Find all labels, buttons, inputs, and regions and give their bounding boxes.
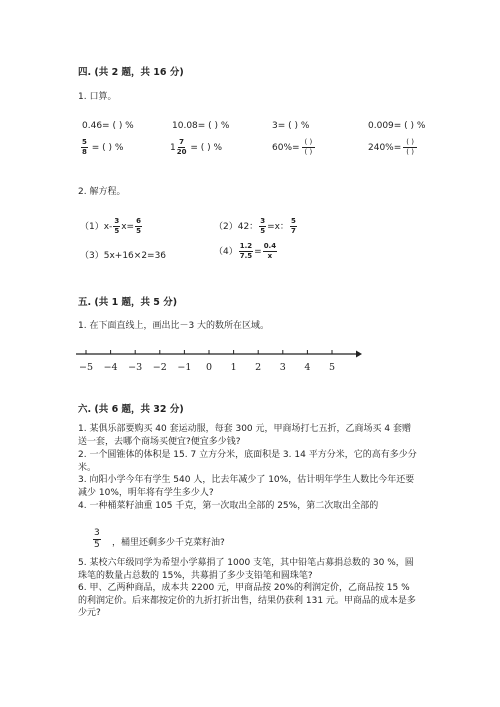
equation-3: （3）5x+16×2=36 bbox=[80, 251, 167, 261]
problem-3: 3. 向阳小学今年有学生 540 人，比去年减少了 10%，估计明年学生人数比今年还要减少 10%，明年将有学生多少人? bbox=[78, 475, 415, 498]
number-line-tick-label: −5 bbox=[78, 362, 94, 373]
calc-item-6: 1 $\frac{7}{20}$ = ( ) % bbox=[170, 138, 223, 156]
calc-item-2: 10.08= ( ) % bbox=[172, 121, 230, 131]
question-1-text: 1. 在下面直线上，画出比－3 大的数所在区域。 bbox=[78, 321, 270, 331]
number-line-tick-label: 5 bbox=[328, 362, 336, 373]
fraction: $\frac{5}{8}$ bbox=[82, 138, 87, 156]
calc-item-8: 240%= ( ) ( ) bbox=[368, 139, 417, 156]
calc-item-7: 60%= ( ) ( ) bbox=[272, 139, 315, 156]
number-line-tick-label: 4 bbox=[304, 362, 311, 373]
calc-item-3: 3= ( ) % bbox=[272, 121, 310, 131]
arrow-right-icon bbox=[356, 351, 362, 358]
section-6-title: 六. (共 6 题，共 32 分) bbox=[78, 404, 184, 415]
fraction: ( ) ( ) bbox=[302, 139, 316, 156]
calc-item-1: 0.46= ( ) % bbox=[82, 121, 134, 131]
question-2-label: 2. 解方程。 bbox=[78, 187, 126, 197]
fraction: ( ) ( ) bbox=[403, 139, 417, 156]
equation-2: （2）42： $\frac{3}{5}$ =x： $\frac{5}{7}$ bbox=[214, 217, 296, 235]
number-line-tick-label: 0 bbox=[205, 362, 213, 373]
section-4-title: 四. (共 2 题，共 16 分) bbox=[78, 67, 184, 78]
number-line-tick-label: 3 bbox=[279, 362, 286, 373]
problem-5: 5. 某校六年级同学为希望小学募捐了 1000 支笔，其中铅笔占募捐总数的 30 %，圆珠笔的数量占总数的 15%，共募捐了多少支铅笔和圆珠笔? bbox=[78, 558, 414, 581]
number-line-tick-label: 1 bbox=[230, 362, 237, 373]
number-line-tick-label: −3 bbox=[128, 362, 143, 373]
number-line-tick-label: −2 bbox=[152, 362, 167, 373]
problem-6: 6. 甲、乙两种商品，成本共 2200 元，甲商品按 20%的利润定价，乙商品按 15 %的利润定价。后来都按定价的九折打折出售，结果仍获利 131 元。甲商品的成本是多少元? bbox=[78, 583, 416, 618]
problem-4-cont: ，桶里还剩多少千克菜籽油? bbox=[112, 538, 225, 548]
number-line-tick-label: −1 bbox=[177, 362, 192, 373]
number-line-tick-label: −4 bbox=[103, 362, 118, 373]
question-1-label: 1. 口算。 bbox=[78, 92, 117, 102]
problem-1: 1. 某俱乐部要购买 40 套运动服，每套 300 元，甲商场打七五折，乙商场买 4 套赠送一套，去哪个商场买便宜?便宜多少钱? bbox=[78, 424, 411, 447]
problem-2: 2. 一个圆锥体的体积是 15. 7 立方分米，底面积是 3. 14 平方分米，它的高有多少分米。 bbox=[78, 450, 417, 473]
calc-item-4: 0.009= ( ) % bbox=[368, 121, 426, 131]
equation-1: （1）x- $\frac{3}{5}$ x= $\frac{6}{5}$ bbox=[80, 217, 141, 235]
number-line-tick-label: 2 bbox=[255, 362, 262, 373]
problem-4-fraction: $\frac{3}{5}$ bbox=[94, 528, 100, 550]
fraction: $\frac{7}{20}$ bbox=[176, 138, 187, 156]
problem-4: 4. 一种桶菜籽油重 105 千克，第一次取出全部的 25%，第二次取出全部的 bbox=[78, 501, 379, 511]
calc-item-5: $\frac{5}{8}$ = ( ) % bbox=[82, 138, 124, 156]
section-5-title: 五. (共 1 题，共 5 分) bbox=[78, 297, 178, 308]
equation-4: （4） $\frac{1.2}{7.5}$ = $\frac{0.4}{x}$ bbox=[214, 242, 277, 260]
